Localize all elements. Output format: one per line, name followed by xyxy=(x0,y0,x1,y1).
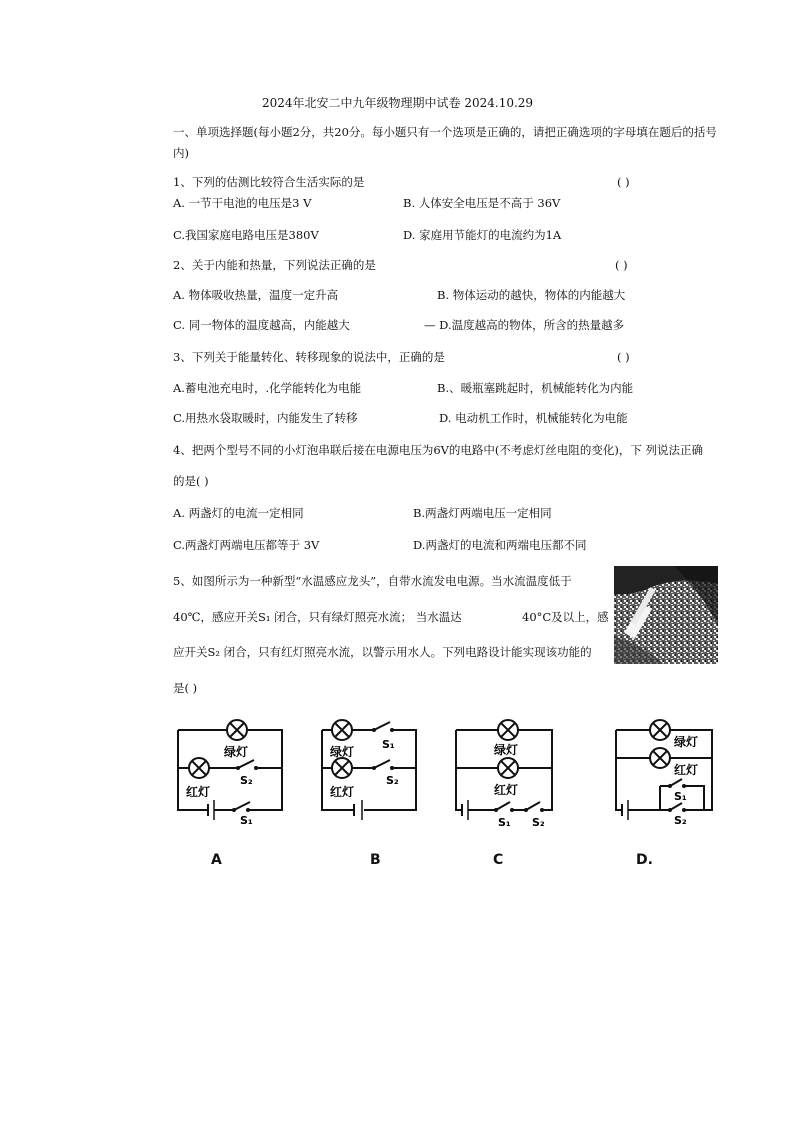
circuit-option-d-label[interactable]: D. xyxy=(636,852,653,868)
question-3-answer-bracket[interactable]: ( ) xyxy=(617,350,630,364)
circuit-diagram-b xyxy=(312,712,442,836)
question-1-option-d: D. 家庭用节能灯的电流约为1A xyxy=(403,228,562,242)
question-2-answer-bracket[interactable]: ( ) xyxy=(615,258,628,272)
question-3-option-d: D. 电动机工作时，机械能转化为电能 xyxy=(439,411,628,425)
question-1-answer-bracket[interactable]: ( ) xyxy=(617,175,630,189)
circuit-diagram-c xyxy=(448,712,578,836)
circuit-option-a-label[interactable]: A xyxy=(211,852,222,868)
circuit-d-green-lamp-label: 绿灯 xyxy=(674,735,699,749)
question-2-option-d: — D.温度越高的物体，所含的热量越多 xyxy=(424,318,625,332)
question-2-stem: 2、关于内能和热量，下列说法正确的是 xyxy=(173,258,376,272)
question-2-option-c: C. 同一物体的温度越高，内能越大 xyxy=(173,318,350,332)
circuit-c-green-lamp-label: 绿灯 xyxy=(494,743,519,757)
question-5-stem-line2b: 40°C及以上，感 xyxy=(522,610,609,624)
question-1-option-a: A. 一节干电池的电压是3 V xyxy=(173,196,312,210)
circuit-c-s1-label: S₁ xyxy=(498,816,511,829)
circuit-b-red-lamp-label: 红灯 xyxy=(330,785,355,799)
question-5-answer-bracket[interactable]: 是( ) xyxy=(173,681,198,695)
question-2-option-b: B. 物体运动的越快，物体的内能越大 xyxy=(437,288,626,302)
circuit-diagram-d xyxy=(608,712,738,836)
question-4-option-a: A. 两盏灯的电流一定相同 xyxy=(173,506,304,520)
circuit-d-s2-label: S₂ xyxy=(674,814,687,827)
circuit-a-s1-label: S₁ xyxy=(240,814,253,827)
circuit-a-red-lamp-label: 红灯 xyxy=(186,785,211,799)
circuit-diagram-a xyxy=(168,712,298,836)
circuit-option-b-label[interactable]: B xyxy=(370,852,381,868)
question-3-option-a: A.蓄电池充电时，.化学能转化为电能 xyxy=(173,381,362,395)
circuit-b-green-lamp-label: 绿灯 xyxy=(330,745,355,759)
question-3-stem: 3、下列关于能量转化、转移现象的说法中，正确的是 xyxy=(173,350,445,364)
question-2-option-a: A. 物体吸收热量，温度一定升高 xyxy=(173,288,339,302)
circuit-a-s2-label: S₂ xyxy=(240,774,253,787)
question-3-option-b: B.、暖瓶塞跳起时，机械能转化为内能 xyxy=(437,381,634,395)
circuit-option-c-label[interactable]: C xyxy=(493,852,504,868)
question-3-option-c: C.用热水袋取暖时，内能发生了转移 xyxy=(173,411,358,425)
page-title: 2024年北安二中九年级物理期中试卷 2024.10.29 xyxy=(262,96,534,110)
faucet-photo xyxy=(614,566,718,664)
question-4-stem: 4、把两个型号不同的小灯泡串联后接在电源电压为6V的电路中(不考虑灯丝电阻的变化)，下 列说法正确 xyxy=(173,443,704,457)
circuit-c-red-lamp-label: 红灯 xyxy=(494,783,519,797)
question-4-stem-cont[interactable]: 的是( ) xyxy=(173,474,209,488)
circuit-a-green-lamp-label: 绿灯 xyxy=(224,745,249,759)
question-1-stem: 1、下列的估测比较符合生活实际的是 xyxy=(173,175,365,189)
section-heading: 一、单项选择题(每小题2分，共20分。每小题只有一个选项是正确的，请把正确选项的字母填在题后的括号 xyxy=(173,125,717,139)
question-4-option-c: C.两盏灯两端电压都等于 3V xyxy=(173,538,320,552)
question-4-option-d: D.两盏灯的电流和两端电压都不同 xyxy=(413,538,587,552)
circuit-d-red-lamp-label: 红灯 xyxy=(674,763,699,777)
circuit-b-s1-label: S₁ xyxy=(382,738,395,751)
question-1-option-c: C.我国家庭电路电压是380V xyxy=(173,228,319,242)
circuit-b-s2-label: S₂ xyxy=(386,774,399,787)
question-1-option-b: B. 人体安全电压是不高于 36V xyxy=(403,196,561,210)
question-4-option-b: B.两盏灯两端电压一定相同 xyxy=(413,506,552,520)
question-5-stem-line3: 应开关S₂ 闭合，只有红灯照亮水流，以警示用水人。下列电路设计能实现该功能的 xyxy=(173,645,592,659)
question-5-stem: 5、如图所示为一种新型“水温感应龙头”，自带水流发电电源。当水流温度低于 xyxy=(173,574,572,588)
section-heading-cont: 内) xyxy=(173,146,189,160)
question-5-stem-line2: 40℃，感应开关S₁ 闭合，只有绿灯照亮水流； 当水温达 xyxy=(173,610,462,624)
circuit-c-s2-label: S₂ xyxy=(532,816,545,829)
circuit-d-s1-label: S₁ xyxy=(674,790,687,803)
